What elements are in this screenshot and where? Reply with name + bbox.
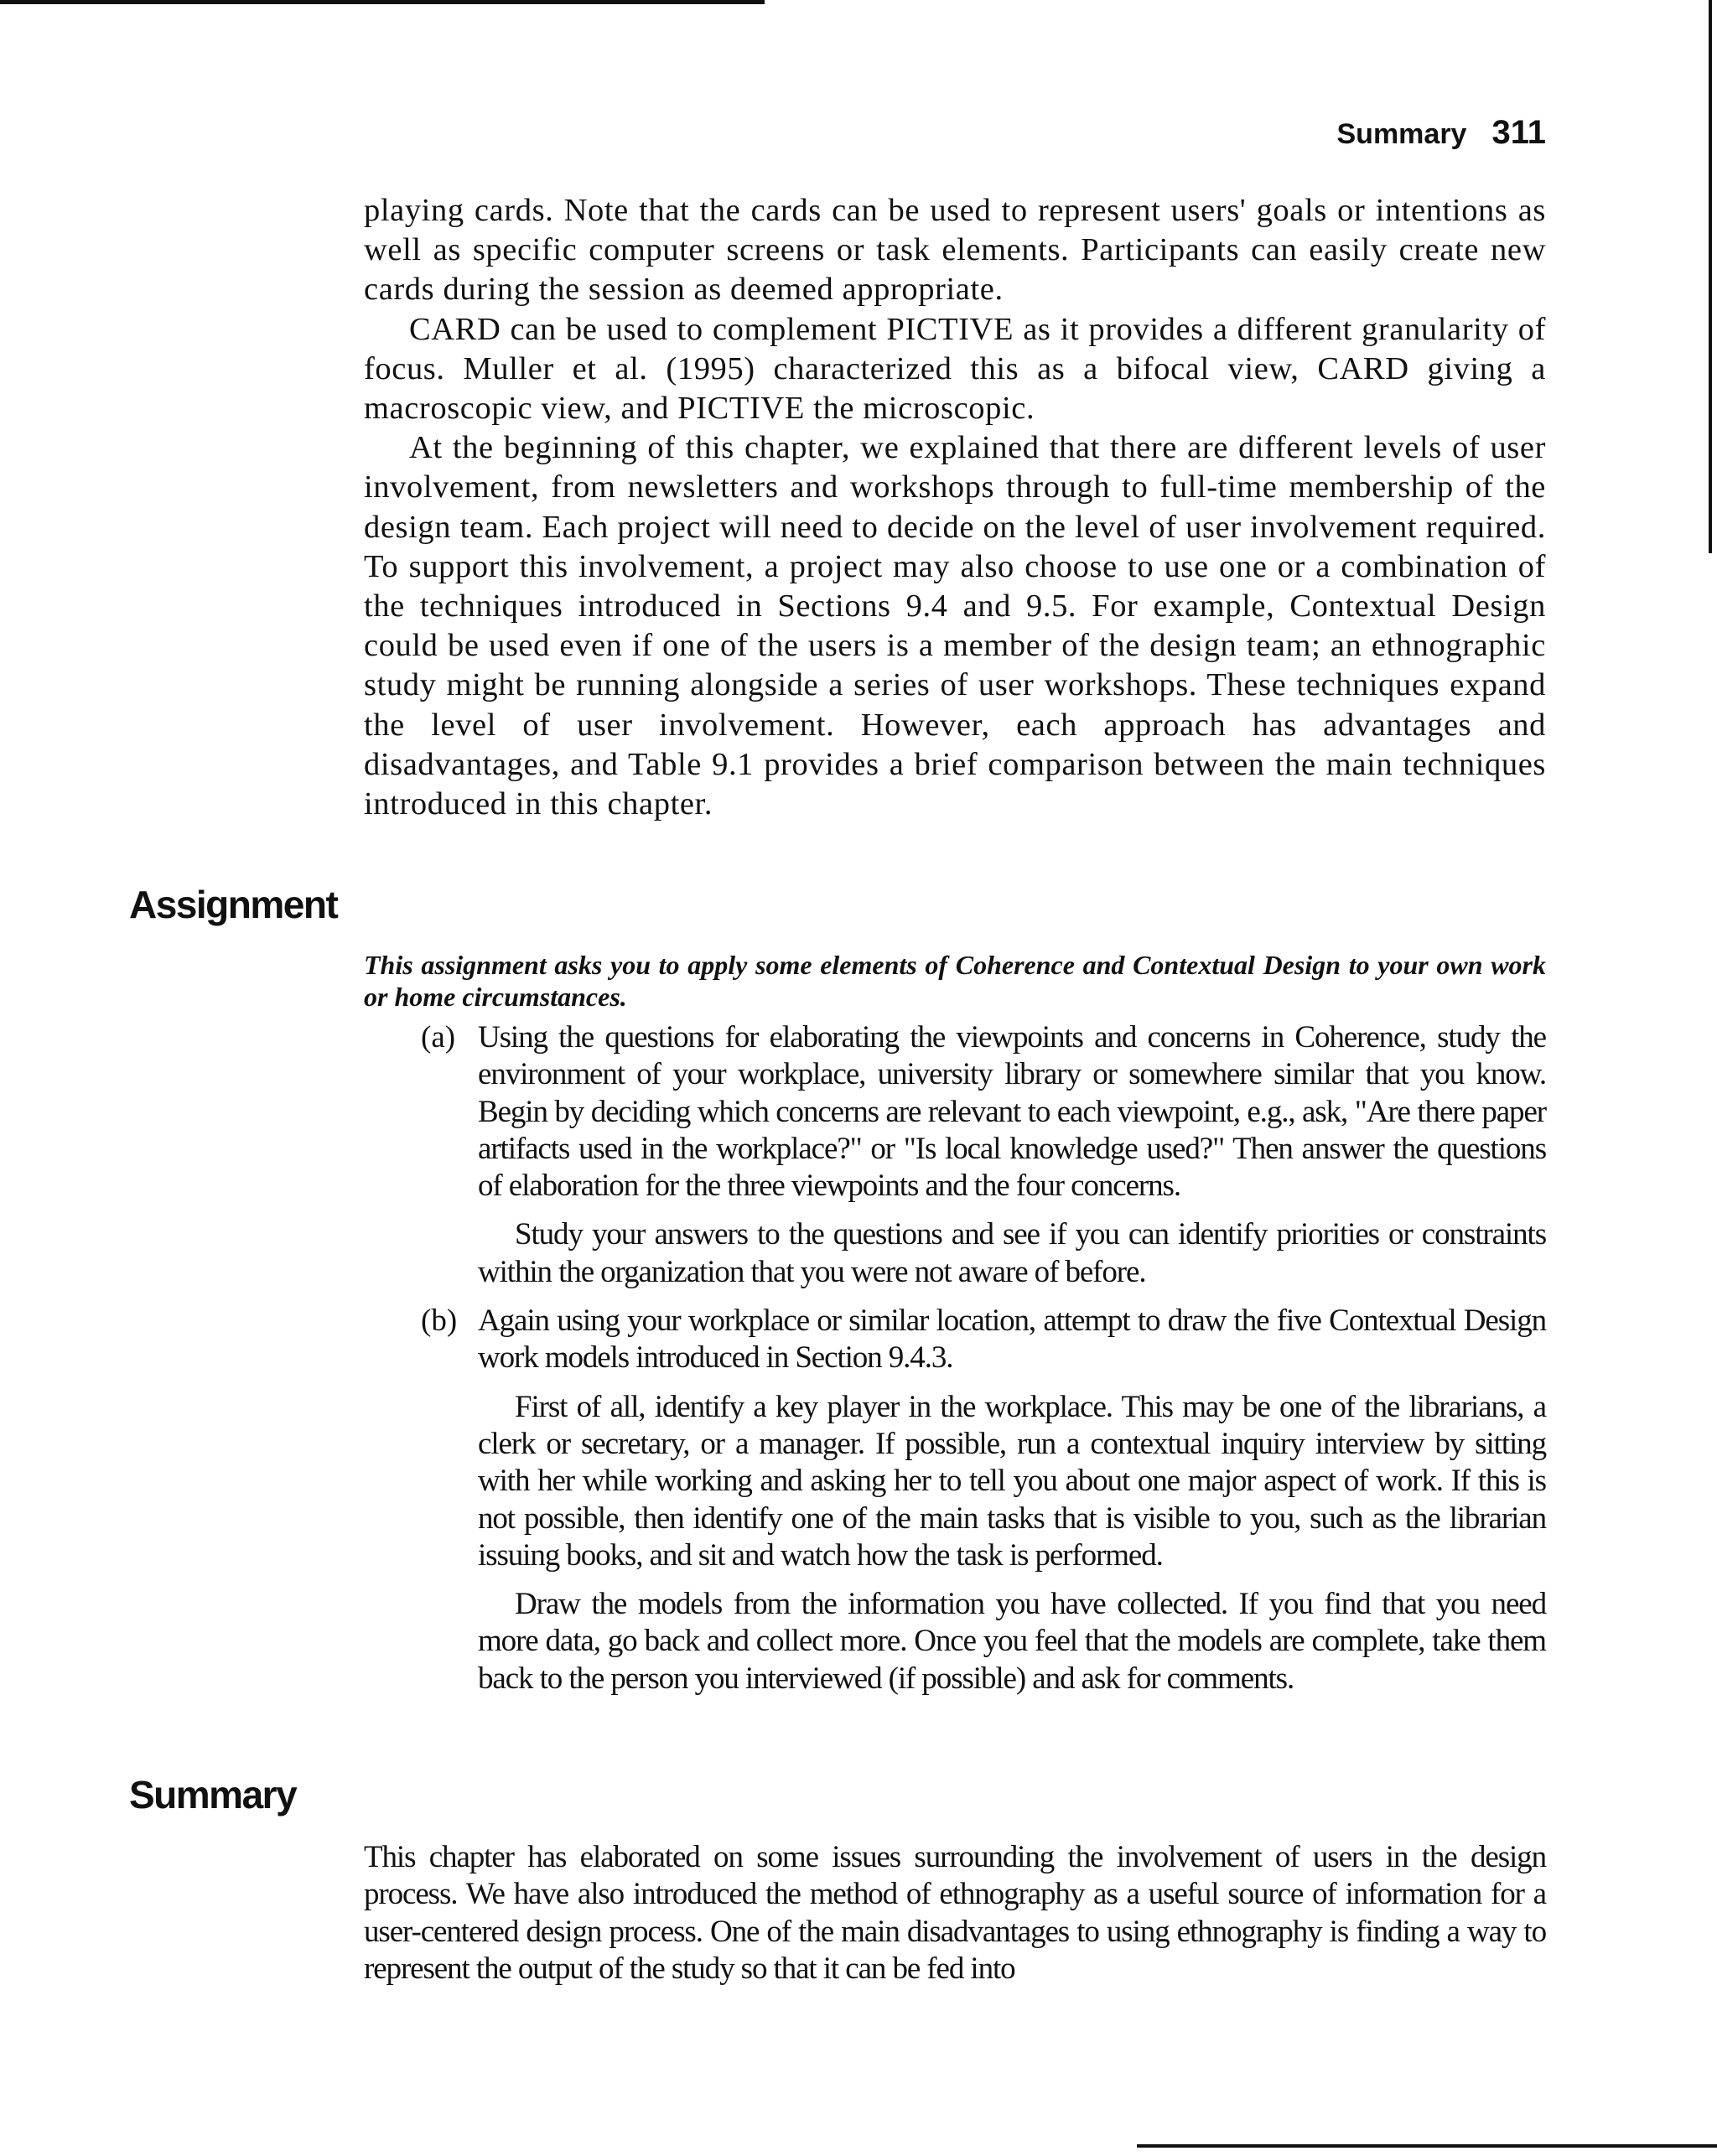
bottom-rule bbox=[1137, 2144, 1717, 2148]
task-paragraph: First of all, identify a key player in the workplace. This may be one of the librarians, a clerk or secretary, or a manager. If possible, run a contextual inquiry interview by sitting with her while working and asking her to tell you about one major aspect of work. If this is not possible, then identify one of the main tasks that is visible to you, such as the librarian issuing books, and sit and watch how the task is performed. bbox=[478, 1389, 1546, 1573]
assignment-intro: This assignment asks you to apply some elements of Coherence and Contextual Design to your own work or home circumstances. bbox=[364, 950, 1546, 1012]
page-number: 311 bbox=[1491, 114, 1546, 151]
task-paragraph: Again using your workplace or similar location, attempt to draw the five Contextual Design work models introduced in Section 9.4.3. bbox=[478, 1303, 1546, 1376]
assignment-heading: Assignment bbox=[129, 883, 338, 926]
summary-paragraph: This chapter has elaborated on some issues surrounding the involvement of users in the design process. We have also introduced the method of ethnography as a useful source of information for a user-centered design process. One of the main disadvantages to using ethnography is finding a way to represent the output of the study so that it can be fed into bbox=[364, 1840, 1546, 1986]
running-head-title: Summary bbox=[1336, 118, 1467, 150]
task-paragraph: Study your answers to the questions and see if you can identify priorities or constraints within the organization that you were not aware of before. bbox=[478, 1217, 1546, 1289]
summary-heading: Summary bbox=[129, 1773, 297, 1817]
paragraph-user-involvement: At the beginning of this chapter, we explained that there are different levels of user involvement, from newsletters and workshops through to full-time membership of the design team. Each project will need to decide on the level of user involvement required. To support this involvement, a project may also choose to use one or a combination of the techniques introduced in Sections 9.4 and 9.5. For example, Contextual Design could be used even if one of the users is a member of the design team; an ethnographic study might be running alongside a series of user workshops. These techniques expand the level of user involvement. However, each approach has advantages and disadvantages, and Table 9.1 provides a brief comparison between the main techniques introduced in this chapter. bbox=[364, 430, 1546, 822]
right-edge-rule bbox=[1709, 0, 1712, 553]
assignment-task-a bbox=[364, 1019, 1546, 1291]
assignment-task-b bbox=[364, 1303, 1546, 1697]
assignment-task-list bbox=[364, 1019, 1546, 1697]
paragraph-playing-cards: playing cards. Note that the cards can be used to represent users' goals or intentions as well as specific computer screens or task elements. Participants can easily create new cards during the session as deemed appropriate. bbox=[364, 193, 1546, 308]
task-paragraph: Using the questions for elaborating the viewpoints and concerns in Coherence, study the environment of your workplace, university library or somewhere similar that you know. Begin by deciding which concerns are relevant to each viewpoint, e.g., ask, "Are there paper artifacts used in the workplace?" or "Is local knowledge used?" Then answer the questions of elaboration for the three viewpoints and the four concerns. bbox=[478, 1020, 1546, 1204]
paragraph-card-pictive: CARD can be used to complement PICTIVE as it provides a different granularity of focus. Muller et al. (1995) characterized this as a bifocal view, CARD giving a macroscopic view, and PICTIVE the microscopic. bbox=[364, 311, 1546, 427]
continued-text bbox=[364, 191, 1546, 824]
task-marker: (a) bbox=[421, 1020, 456, 1055]
top-rule bbox=[0, 0, 765, 4]
task-paragraph: Draw the models from the information you have collected. If you find that you need more data, go back and collect more. Once you feel that the models are complete, take them back to the person you interviewed (if possible) and ask for comments. bbox=[478, 1587, 1546, 1696]
assignment-section bbox=[364, 949, 1546, 1709]
summary-section bbox=[364, 1839, 1546, 1988]
running-head bbox=[1337, 114, 1547, 152]
task-marker: (b) bbox=[421, 1303, 458, 1339]
